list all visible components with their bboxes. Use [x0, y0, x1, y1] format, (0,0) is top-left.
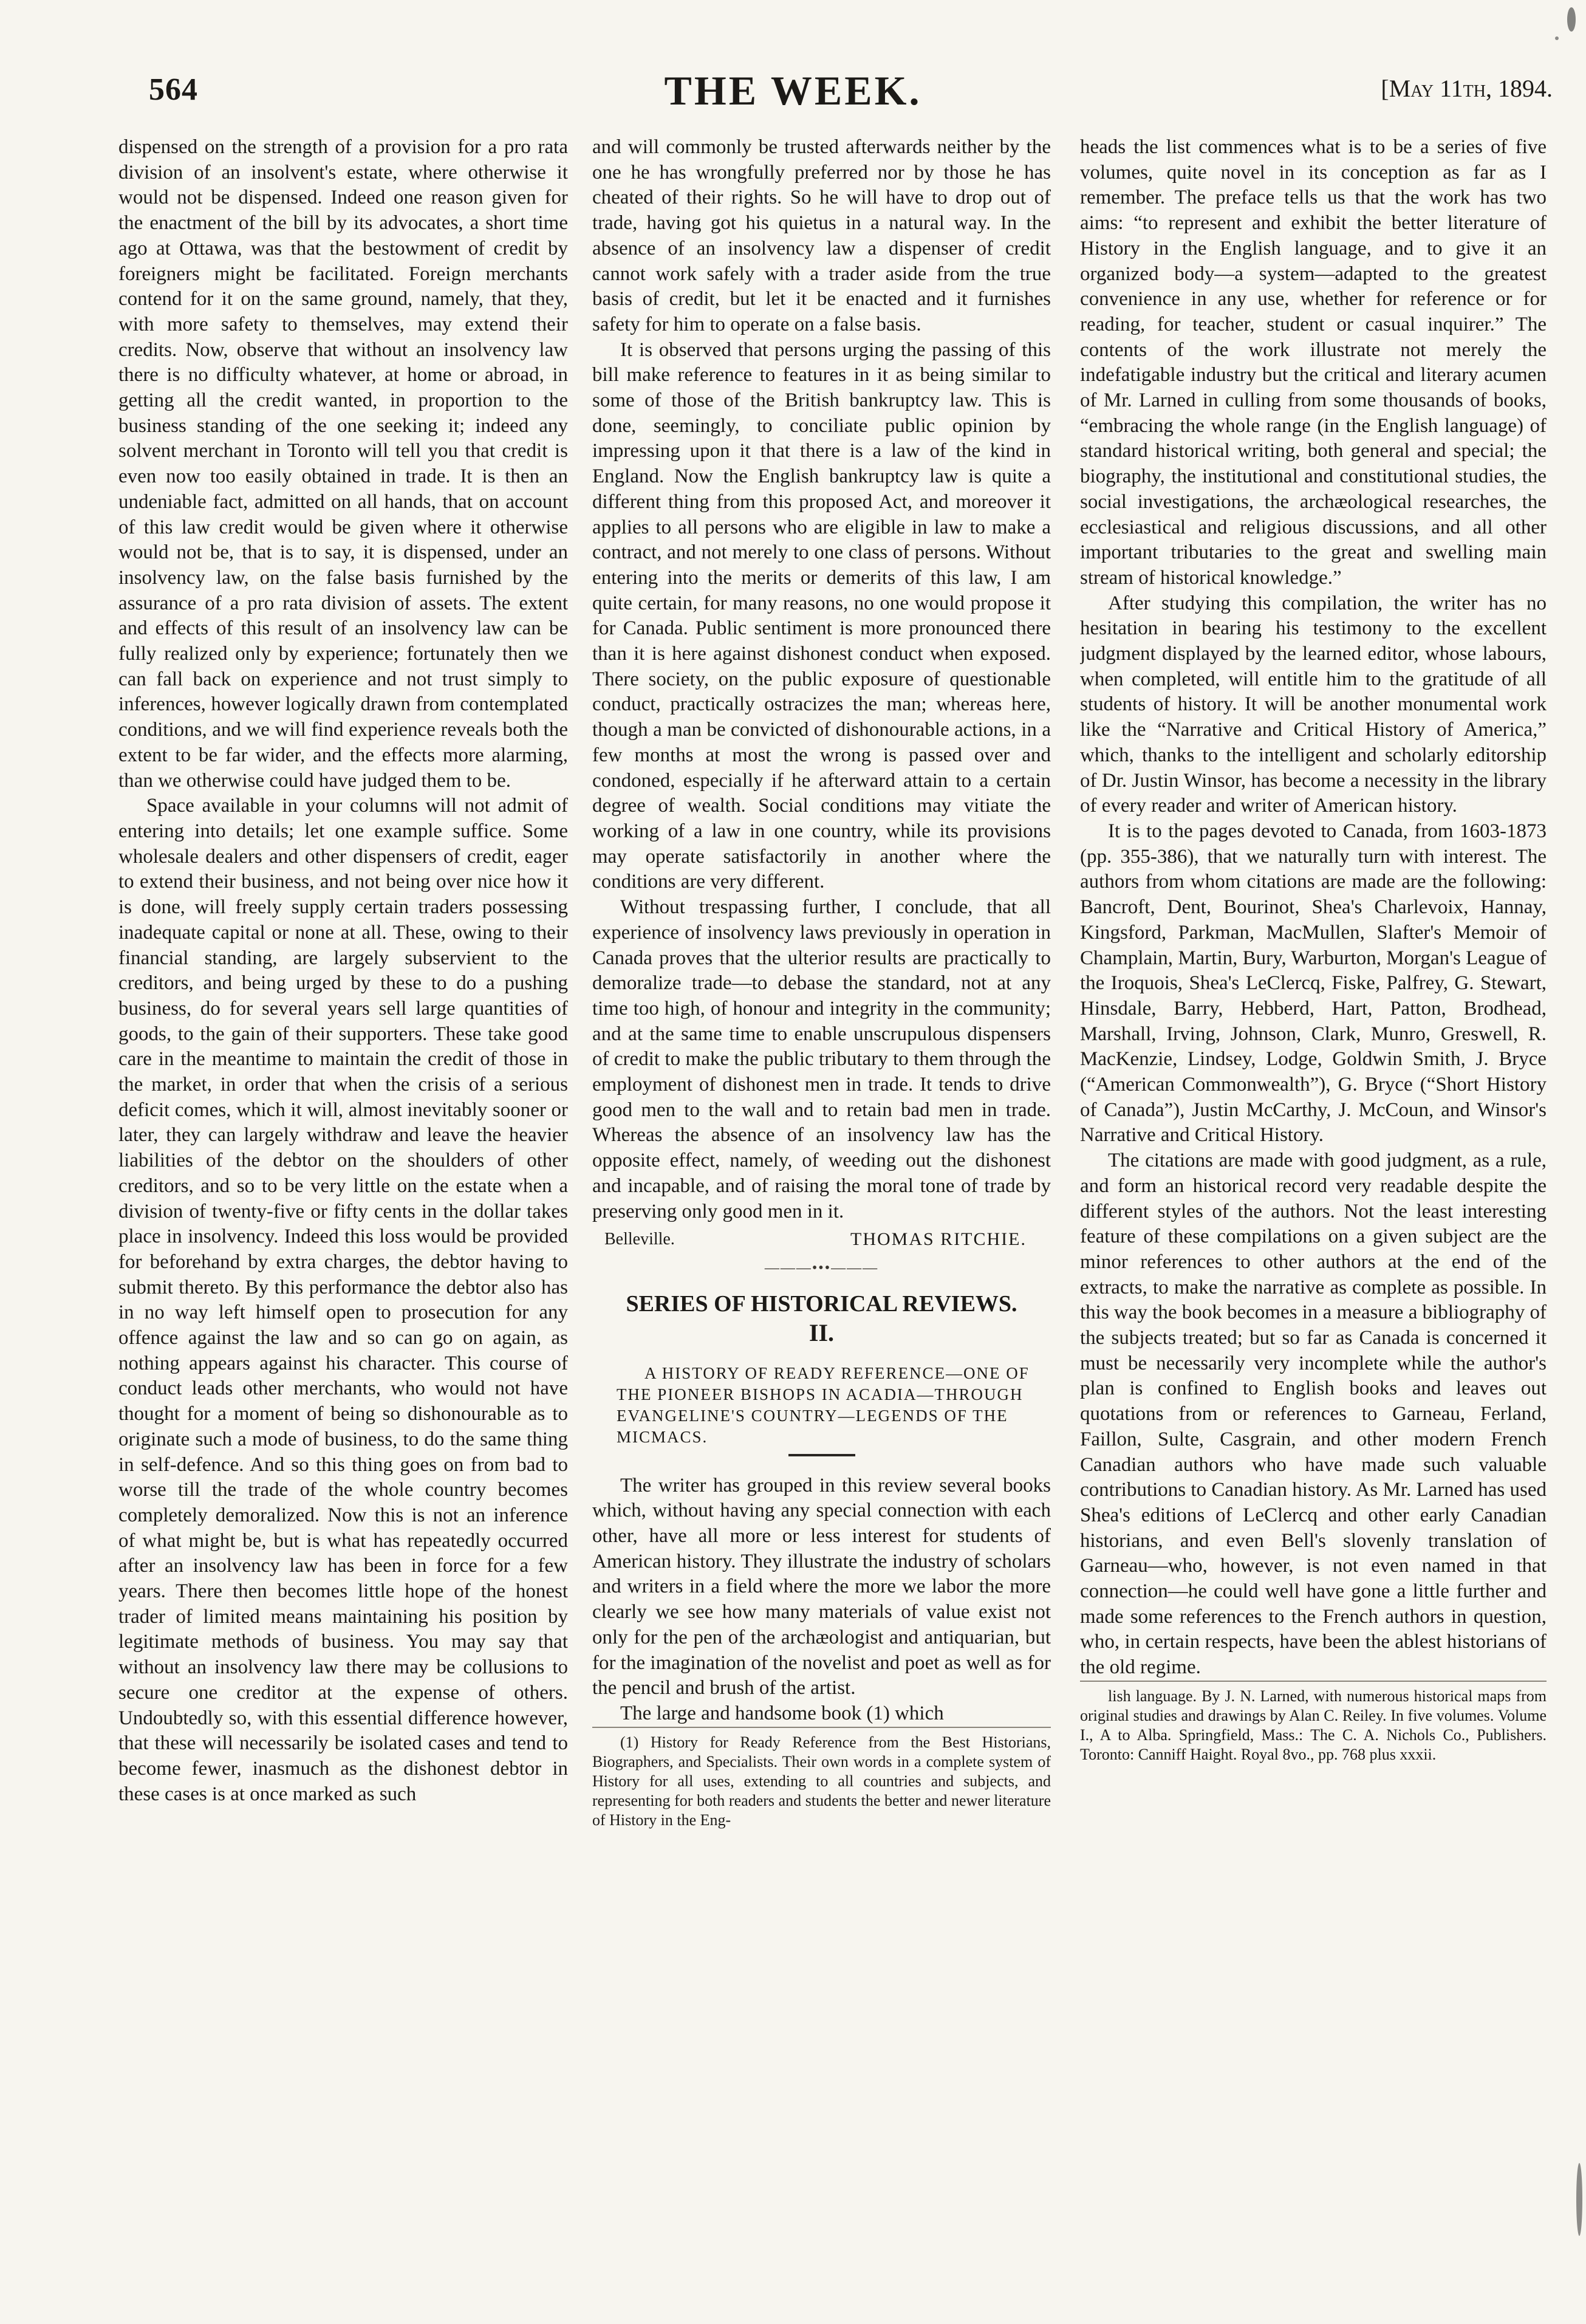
section-number: II.: [808, 1318, 835, 1346]
section-title: SERIES OF HISTORICAL REVIEWS.: [626, 1291, 1017, 1317]
paragraph: The writer has grouped in this review several books which, without having any special connection with each other, have all more or less interest for students of American history. They illustrate the industry of scholars and writers in a field where the more we labor the more clearly we see how many materials of value exist not only for the pen of the archæologist and antiquarian, but for the imagination of the novelist and poet as well as for the pencil and brush of the artist.: [592, 1474, 1051, 1699]
signature-place: Belleville.: [604, 1230, 675, 1249]
paragraph: and will commonly be trusted afterwards neither by the one he has wrongfully preferred nor by those he has cheated of their rights. So he will have to drop out of trade, having got his quietus in a natural way. In the absence of an insolvency law a dispenser of credit cannot work safely with a trader aside from the true basis of credit, but let it be enacted and it furnishes safety for him to operate on a false basis.: [592, 136, 1051, 335]
paragraph: Space available in your columns will not admit of entering into details; let one example suffice. Some wholesale dealers and other dispensers of credit, eager to extend their business, and not being over nice how it is done, will freely supply certain traders possessing inadequate capital or none at all. These, owing to their financial standing, are largely subservient to the creditors, and being urged by these to do a pushing business, do for several years sell large quantities of goods, to the gain of their supporters. These take good care in the meantime to maintain the credit of those in the market, in order that when the crisis of a serious deficit comes, which it will, almost inevitably sooner or later, they can largely withdraw and leave the heavier liabilities of the debtor on the shoulders of other creditors, and so to be very little on the estate when a division of twenty-five or fifty cents in the dollar takes place in insolvency. Indeed this loss would be provided for beforehand by extra charges, the debtor having to submit thereto. By this performance the debtor also has in no way left himself open to prosecution for any offence against the law and so can go on again, as nothing appears against his character. This course of conduct leads other merchants, who would not have thought for a moment of being so dishonourable as to originate such a mode of business, to do the same thing in self-defence. And so this thing goes on from bad to worse till the trade of the whole country becomes completely demoralized. Now this is not an inference of what might be, but is what has repeatedly occurred after an insolvency law has been in force for a few years. There then becomes little hope of the honest trader of limited means maintaining his position by legitimate methods of business. You may say that without an insolvency law there may be collusions to secure one creditor at the expense of others. Undoubtedly so, with this essential difference however, that these will necessarily be isolated cases and tend to become fewer, inasmuch as the dishonest debtor in these cases is at once marked as such: [118, 795, 568, 1805]
letter-signature: [592, 1227, 1051, 1252]
column-3: [1080, 135, 1547, 2298]
print-speck: [1567, 7, 1576, 32]
paragraph: heads the list commences what is to be a series of five volumes, quite novel in its conception as far as I remember. The preface tells us that the work has two aims: “to represent and exhibit the better literature of History in the English language, and to give it an organized body—a system—adapted to the greatest convenience in any use, whether for reference or for reading, for teacher, student or casual inquirer.” The contents of the work illustrate not merely the indefatigable industry but the critical and literary acumen of Mr. Larned in culling from some thousands of books, “embracing the whole range (in the English language) of standard historical writing, both general and special; the biography, the institutional and constitutional studies, the social investigations, the archæological researches, the ecclesiastical and religious discussions, and all other important tributaries to the great and swelling main stream of historical knowledge.”: [1080, 136, 1547, 589]
paragraph: Without trespassing further, I conclude, that all experience of insolvency laws previously in operation in Canada proves that the ulterior results are practically to demoralize trade—to debase the standard, not at any time too high, of honour and integrity in the community; and at the same time to enable unscrupulous dispensers of credit to make the public tributary to them through the employment of dishonest men in trade. It tends to drive good men to the wall and to retain bad men in trade. Whereas the absence of an insolvency law has the opposite effect, namely, of weeding out the dishonest and incapable, and of raising the moral tone of trade by preserving only good men in it.: [592, 896, 1051, 1222]
paragraph: After studying this compilation, the writer has no hesitation in bearing his testimony to the excellent judgment displayed by the learned editor, whose labours, when completed, will entitle him to the gratitude of all students of history. It will be another monumental work like the “Narrative and Critical History of America,” which, thanks to the intelligent and scholarly editorship of Dr. Justin Winsor, has become a necessity in the library of every reader and writer of American history.: [1080, 592, 1547, 817]
paragraph: The large and handsome book (1) which: [620, 1702, 944, 1724]
footnote-continued: lish language. By J. N. Larned, with numerous historical maps from original studies and drawings by Alan C. Reiley. In five volumes. Volume I., A to Alba. Springfield, Mass.: The C. A. Nichols Co., Publishers. Toronto: Canniff Haight. Royal 8vo., pp. 768 plus xxxii.: [1080, 1681, 1547, 1764]
issue-date: [May 11th, 1894.: [1381, 75, 1553, 102]
print-speck: [1576, 2163, 1582, 2236]
signature-name: THOMAS RITCHIE.: [850, 1229, 1027, 1250]
masthead: [0, 0, 1586, 122]
newspaper-title: THE WEEK.: [664, 67, 922, 114]
article-subhead: A HISTORY OF READY REFERENCE—ONE OF THE PIONEER BISHOPS IN ACADIA—THROUGH EVANGELINE'S COUNTRY—LEGENDS OF THE MICMACS.: [617, 1363, 1030, 1446]
column-2: [592, 135, 1051, 2298]
ornamental-divider: ———•••———: [764, 1260, 879, 1276]
short-rule: [788, 1454, 855, 1456]
footnote: (1) History for Ready Reference from the Best Historians, Biographers, and Specialists. Their own words in a complete system of History for all uses, extending to all countries and subjects, and representing for both readers and students the better and newer literature of History in the Eng-: [592, 1727, 1051, 1830]
paragraph: It is to the pages devoted to Canada, from 1603-1873 (pp. 355-386), that we naturally turn with interest. The authors from whom citations are made are the following: Bancroft, Dent, Bourinot, Shea's Charlevoix, Hannay, Kingsford, Parkman, MacMullen, Slafter's Memoir of Champlain, Martin, Bury, Warburton, Morgan's League of the Iroquois, Shea's LeClercq, Fiske, Palfrey, G. Stewart, Hinsdale, Barry, Hebberd, Hart, Patton, Brodhead, Marshall, Irving, Johnson, Clark, Munro, Greswell, R. MacKenzie, Lindsey, Lodge, Goldwin Smith, J. Bryce (“American Commonwealth”), G. Bryce (“Short History of Canada”), Justin McCarthy, J. McCoun, and Winsor's Narrative and Critical History.: [1080, 820, 1547, 1147]
page-number: 564: [149, 72, 198, 107]
paragraph: It is observed that persons urging the passing of this bill make reference to features in it as being similar to some of those of the British bankruptcy law. This is done, seemingly, to conciliate public opinion by impressing upon it that there is a law of the kind in England. Now the English bankruptcy law is quite a different thing from this proposed Act, and moreover it applies to all persons who are eligible in law to make a contract, and not merely to one class of persons. Without entering into the merits or demerits of this law, I am quite certain, for many reasons, no one would propose it for Canada. Public sentiment is more pronounced there than it is here against dishonest conduct when exposed. There society, on the public exposure of questionable conduct, practically ostracizes the man; whereas here, though a man be convicted of dishonourable actions, in a few months at most the wrong is passed over and condoned, especially if he afterward attain to a certain degree of wealth. Social conditions may vitiate the working of a law in one country, while its provisions may operate satisfactorily in another where the conditions are very different.: [592, 338, 1051, 893]
paragraph: The citations are made with good judgment, as a rule, and form an historical record very readable despite the different styles of the authors. Not the least interesting feature of these compilations on a given subject are the minor references to other authors at the end of the extracts, to make the narrative as complete as possible. In this way the book becomes in a measure a bibliography of the subjects treated; but so far as Canada is concerned it must be necessarily very incomplete while the author's plan is confined to English books and leaves out quotations from or references to Garneau, Ferland, Faillon, Sulte, Casgrain, and other modern French Canadian authors who have made such valuable contributions to Canadian history. As Mr. Larned has used Shea's editions of LeClercq and other early Canadian historians, and even Bell's slovenly translation of Garneau—who, however, is not even named in that connection—he could well have gone a little further and made some references to the French authors in question, who, in certain respects, have been the ablest historians of the old regime.: [1080, 1150, 1547, 1679]
paragraph: dispensed on the strength of a provision for a pro rata division of an insolvent's estate, where otherwise it would not be dispensed. Indeed one reason given for the enactment of the bill by its advocates, a short time ago at Ottawa, was that the bestowment of credit by foreigners might be facilitated. Foreign merchants contend for it on the same ground, namely, that they, with more safety to themselves, may extend their credits. Now, observe that without an insolvency law there is no difficulty whatever, at home or abroad, in getting all the credit wanted, in proportion to the business standing of the one seeking it; indeed any solvent merchant in Toronto will tell you that credit is even now too easily obtained in trade. It is then an undeniable fact, admitted on all hands, that on account of this law credit would be given where it otherwise would not be, that is to say, it is dispensed, under an insolvency law, on the false basis furnished by the assurance of a pro rata division of assets. The extent and effects of this result of an insolvency law can be fully realized only by experience; fortunately then we can fall back on experience and not trust simply to inferences, however logically drawn from contemplated conditions, and we will find experience reveals both the extent to be far wider, and the effects more alarming, than we otherwise could have judged them to be.: [118, 136, 568, 792]
print-speck: [1555, 36, 1559, 40]
column-1: [118, 135, 568, 2298]
